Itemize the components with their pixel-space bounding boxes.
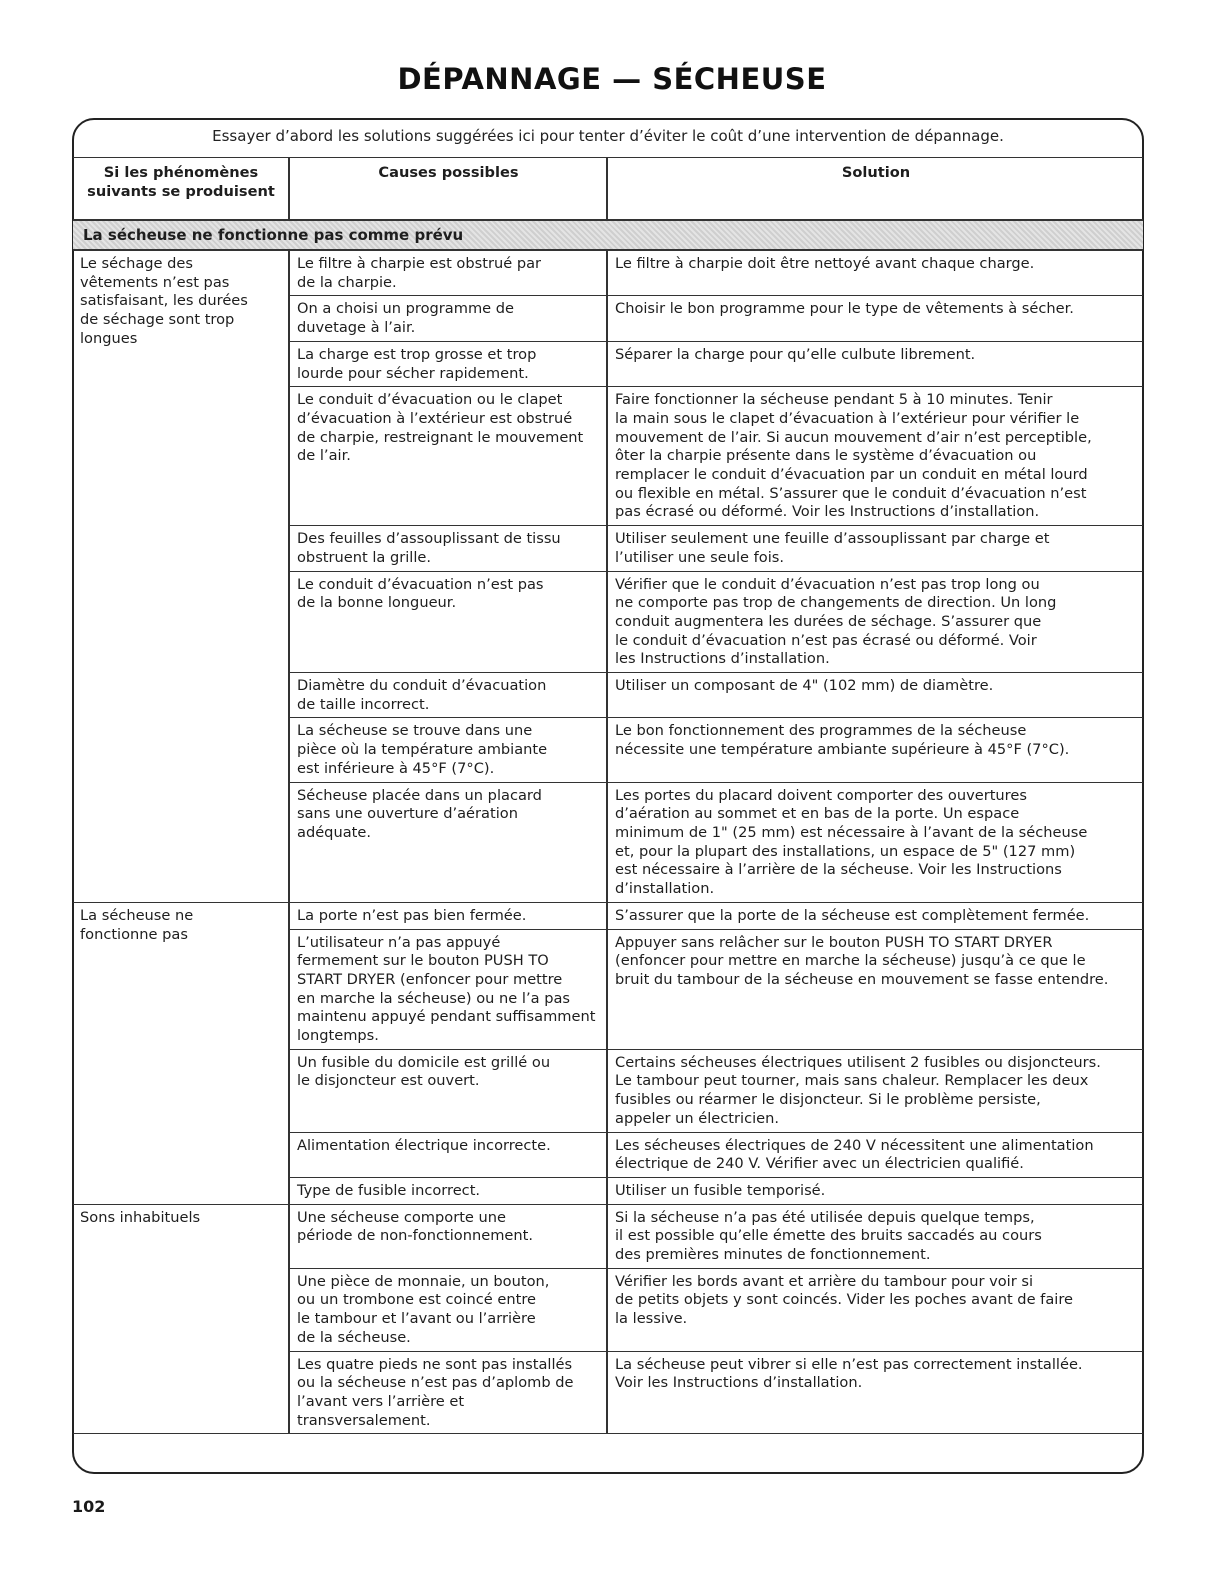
table-header-row	[73, 158, 1143, 221]
cause-cell: Alimentation électrique incorrecte.	[289, 1132, 607, 1177]
cause-cell: Une sécheuse comporte une période de non-fonctionnement.	[289, 1204, 607, 1268]
cause-cell: Le filtre à charpie est obstrué par de la charpie.	[289, 250, 607, 296]
intro-text: Essayer d’abord les solutions suggérées ici pour tenter d’éviter le coût d’une intervention de dépannage.	[212, 127, 1004, 145]
solution-cell: Utiliser un fusible temporisé.	[607, 1177, 1143, 1204]
solution-cell: Si la sécheuse n’a pas été utilisée depuis quelque temps, il est possible qu’elle émette des bruits saccadés au cours des premières minutes de fonctionnement.	[607, 1204, 1143, 1268]
cause-cell: Des feuilles d’assouplissant de tissu obstruent la grille.	[289, 526, 607, 571]
cause-cell: Type de fusible incorrect.	[289, 1177, 607, 1204]
cause-cell: La porte n’est pas bien fermée.	[289, 902, 607, 929]
cause-cell: Les quatre pieds ne sont pas installés ou la sécheuse n’est pas d’aplomb de l’avant vers l’arrière et transversalement.	[289, 1351, 607, 1434]
cause-cell: Le conduit d’évacuation n’est pas de la bonne longueur.	[289, 571, 607, 673]
solution-cell: Les sécheuses électriques de 240 V nécessitent une alimentation électrique de 240 V. Vérifier avec un électricien qualifié.	[607, 1132, 1143, 1177]
solution-cell: Séparer la charge pour qu’elle culbute librement.	[607, 341, 1143, 386]
symptom-cell: Le séchage des vêtements n’est pas satisfaisant, les durées de séchage sont trop longues	[73, 250, 289, 902]
solution-cell: Le bon fonctionnement des programmes de la sécheuse nécessite une température ambiante supérieure à 45°F (7°C).	[607, 718, 1143, 782]
table-row	[73, 902, 1143, 929]
symptom-cell: La sécheuse ne fonctionne pas	[73, 902, 289, 1204]
page-number: 102	[72, 1497, 106, 1516]
solution-cell: Vérifier que le conduit d’évacuation n’est pas trop long ou ne comporte pas trop de changements de direction. Un long conduit augmentera les durées de séchage. S’assurer que le conduit d’évacuation n’est pas écrasé ou déformé. Voir les Instructions d’installation.	[607, 571, 1143, 673]
solution-cell: Utiliser seulement une feuille d’assouplissant par charge et l’utiliser une seule fois.	[607, 526, 1143, 571]
section-title: La sécheuse ne fonctionne pas comme prévu	[73, 220, 1143, 250]
solution-cell: Vérifier les bords avant et arrière du tambour pour voir si de petits objets y sont coincés. Vider les poches avant de faire la lessive.	[607, 1268, 1143, 1351]
symptom-cell: Sons inhabituels	[73, 1204, 289, 1434]
solution-cell: S’assurer que la porte de la sécheuse est complètement fermée.	[607, 902, 1143, 929]
header-symptom: Si les phénomènes suivants se produisent	[73, 158, 289, 221]
table-row	[73, 250, 1143, 296]
cause-cell: Le conduit d’évacuation ou le clapet d’évacuation à l’extérieur est obstrué de charpie, restreignant le mouvement de l’air.	[289, 387, 607, 526]
solution-cell: Appuyer sans relâcher sur le bouton PUSH TO START DRYER (enfoncer pour mettre en marche la sécheuse) jusqu’à ce que le bruit du tambour de la sécheuse en mouvement se fasse entendre.	[607, 929, 1143, 1049]
header-cause: Causes possibles	[289, 158, 607, 221]
cause-cell: Une pièce de monnaie, un bouton, ou un trombone est coincé entre le tambour et l’avant ou l’arrière de la sécheuse.	[289, 1268, 607, 1351]
section-row	[73, 220, 1143, 250]
solution-cell: La sécheuse peut vibrer si elle n’est pas correctement installée. Voir les Instructions d’installation.	[607, 1351, 1143, 1434]
cause-cell: L’utilisateur n’a pas appuyé fermement sur le bouton PUSH TO START DRYER (enfoncer pour mettre en marche la sécheuse) ou ne l’a pas maintenu appuyé pendant suffisamment longtemps.	[289, 929, 607, 1049]
cause-cell: Diamètre du conduit d’évacuation de taille incorrect.	[289, 673, 607, 718]
cause-cell: Sécheuse placée dans un placard sans une ouverture d’aération adéquate.	[289, 782, 607, 902]
table-row	[73, 1204, 1143, 1268]
page-title: DÉPANNAGE — SÉCHEUSE	[397, 62, 827, 96]
solution-cell: Le filtre à charpie doit être nettoyé avant chaque charge.	[607, 250, 1143, 296]
cause-cell: On a choisi un programme de duvetage à l’air.	[289, 296, 607, 341]
solution-cell: Certains sécheuses électriques utilisent 2 fusibles ou disjoncteurs. Le tambour peut tourner, mais sans chaleur. Remplacer les deux fusibles ou réarmer le disjoncteur. Si le problème persiste, appeler un électricien.	[607, 1049, 1143, 1132]
cause-cell: La sécheuse se trouve dans une pièce où la température ambiante est inférieure à 45°F (7°C).	[289, 718, 607, 782]
troubleshooting-table	[73, 157, 1143, 1434]
solution-cell: Les portes du placard doivent comporter des ouvertures d’aération au sommet et en bas de la porte. Un espace minimum de 1" (25 mm) est nécessaire à l’avant de la sécheuse et, pour la plupart des installations, un espace de 5" (127 mm) est nécessaire à l’arrière de la sécheuse. Voir les Instructions d’installation.	[607, 782, 1143, 902]
cause-cell: Un fusible du domicile est grillé ou le disjoncteur est ouvert.	[289, 1049, 607, 1132]
cause-cell: La charge est trop grosse et trop lourde pour sécher rapidement.	[289, 341, 607, 386]
solution-cell: Utiliser un composant de 4" (102 mm) de diamètre.	[607, 673, 1143, 718]
solution-cell: Choisir le bon programme pour le type de vêtements à sécher.	[607, 296, 1143, 341]
solution-cell: Faire fonctionner la sécheuse pendant 5 à 10 minutes. Tenir la main sous le clapet d’évacuation à l’extérieur pour vérifier le mouvement de l’air. Si aucun mouvement d’air n’est perceptible, ôter la charpie présente dans le système d’évacuation ou remplacer le conduit d’évacuation par un conduit en métal lourd ou flexible en métal. S’assurer que le conduit d’évacuation n’est pas écrasé ou déformé. Voir les Instructions d’installation.	[607, 387, 1143, 526]
header-solution: Solution	[607, 158, 1143, 221]
